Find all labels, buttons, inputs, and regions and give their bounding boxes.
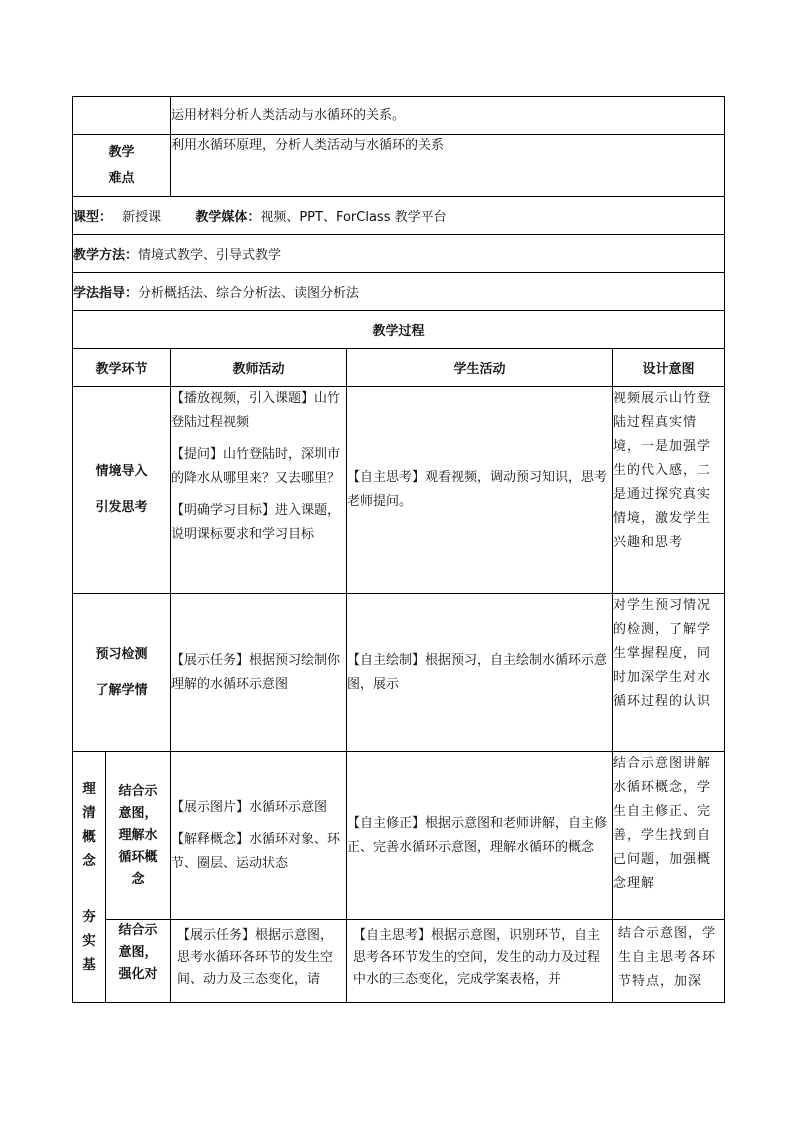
teacher-4-text: 【展示任务】根据示意图，思考水循环各环节的发生空间、动力及三态变化，请: [177, 928, 334, 987]
media-label: 教学媒体：: [195, 210, 261, 225]
intent-cell-2: 对学生预习情况的检测，了解学生掌握程度，同时加深学生对水循环过程的认识: [613, 594, 725, 752]
student-cell-1: [347, 387, 613, 594]
teacher-cell-3: [171, 752, 347, 920]
teaching-method-label: 教学方法：: [73, 248, 139, 263]
stage-2-line-2: 了解学情: [95, 682, 148, 698]
substage-cell-4: [106, 920, 171, 1003]
teacher-1-para-2: 【提问】山竹登陆时，深圳市的降水从哪里来？又去哪里？: [171, 447, 341, 486]
substage-3-line-4: 循环概: [118, 849, 158, 865]
substage-cell-3: [106, 752, 171, 920]
header-student: 学生活动: [347, 349, 613, 387]
teaching-method-row: [73, 235, 725, 273]
process-row-2: [73, 594, 725, 752]
vstage-char-8: 基: [82, 957, 96, 973]
substage-4-clip: [106, 920, 170, 992]
process-title: 教学过程: [73, 311, 725, 349]
substage-3-line-3: 理解水: [118, 827, 158, 843]
vstage-char-6: 夯: [82, 909, 96, 925]
vstage-char-1: 理: [82, 781, 96, 797]
stage-cell-1: [73, 387, 171, 594]
substage-4-line-3: 强化对: [118, 967, 158, 982]
process-row-4: [73, 920, 725, 1003]
vstage-char-7: 实: [82, 933, 96, 949]
teacher-3-para-1: 【展示图片】水循环示意图: [171, 799, 328, 815]
stage-vertical-cell: [73, 752, 106, 1003]
header-stage: 教学环节: [73, 349, 171, 387]
vstage-gap: [73, 873, 105, 905]
teaching-method-cell: [73, 235, 725, 273]
intent-cell-1: 视频展示山竹登陆过程真实情境，一是加强学生的代入感，二是通过探究真实情境，激发学生兴趣和思考: [613, 387, 725, 594]
objective-row: [73, 97, 725, 135]
header-teacher: 教师活动: [171, 349, 347, 387]
vstage-char-2: 清: [82, 805, 96, 821]
objective-label-cell: [73, 97, 171, 135]
learning-method-label: 学法指导：: [73, 286, 139, 301]
student-cell-4: [347, 920, 613, 1003]
substage-3-line-1: 结合示: [118, 783, 158, 799]
process-row-1: [73, 387, 725, 594]
student-1-para-1: 【自主思考】观看视频，调动预习知识，思考老师提问。: [347, 470, 608, 509]
learning-method-cell: [73, 273, 725, 311]
course-type-value: 新授课: [122, 210, 162, 225]
teaching-method-value: 情境式教学、引导式教学: [138, 248, 282, 263]
substage-3-line-2: 意图，: [118, 805, 158, 821]
course-type-row: [73, 197, 725, 235]
teacher-cell-2: [171, 594, 347, 752]
teacher-cell-4: [171, 920, 347, 1003]
intent-4-text: 结合示意图，学生自主思考各环节特点，加深: [618, 926, 717, 989]
process-row-3: [73, 752, 725, 920]
vstage-char-3: 概: [82, 829, 96, 845]
teacher-cell-1: [171, 387, 347, 594]
course-type-label: 课型：: [73, 210, 113, 225]
stage-1-line-1: 情境导入: [95, 464, 148, 479]
student-4-text: 【自主思考】根据示意图，识别环节，自主思考各环节发生的空间，发生的动力及过程中水的三态变化，完成学案表格，并: [353, 928, 601, 987]
difficulty-text: 利用水循环原理，分析人类活动与水循环的关系: [171, 135, 725, 197]
course-info: [73, 197, 725, 235]
media-value: 视频、PPT、ForClass 教学平台: [260, 210, 447, 225]
difficulty-row: [73, 135, 725, 197]
student-cell-2: [347, 594, 613, 752]
vstage-char-4: 念: [82, 853, 96, 869]
objective-text: 运用材料分析人类活动与水循环的关系。: [171, 97, 725, 135]
stage-2-line-1: 预习检测: [95, 646, 148, 662]
student-2-para-1: 【自主绘制】根据预习，自主绘制水循环示意图，展示: [347, 652, 608, 692]
teacher-1-para-1: 【播放视频，引入课题】山竹登陆过程视频: [171, 391, 341, 430]
learning-method-row: [73, 273, 725, 311]
difficulty-label-text: 教学难点: [108, 144, 135, 186]
intent-cell-3: 结合示意图讲解水循环概念，学生自主修正、完善，学生找到自己问题，加强概念理解: [613, 752, 725, 920]
substage-3-line-5: 念: [131, 871, 145, 887]
teacher-3-para-2: 【解释概念】水循环对象、环节、圈层、运动状态: [171, 831, 341, 871]
difficulty-label: [73, 135, 171, 197]
learning-method-value: 分析概括法、综合分析法、读图分析法: [138, 286, 360, 301]
process-title-row: [73, 311, 725, 349]
substage-4-line-1: 结合示: [118, 923, 158, 938]
teacher-2-para-1: 【展示任务】根据预习绘制你理解的水循环示意图: [171, 652, 341, 692]
substage-4-line-2: 意图，: [118, 945, 158, 960]
header-intent: 设计意图: [613, 349, 725, 387]
lesson-plan-table: [72, 96, 725, 1003]
process-header-row: [73, 349, 725, 387]
stage-cell-2: [73, 594, 171, 752]
stage-1-line-2: 引发思考: [95, 500, 148, 515]
student-3-para-1: 【自主修正】根据示意图和老师讲解，自主修正、完善水循环示意图，理解水循环的概念: [347, 815, 608, 855]
intent-cell-4: [613, 920, 725, 1003]
teacher-1-para-3: 【明确学习目标】进入课题，说明课标要求和学习目标: [171, 503, 341, 542]
student-cell-3: [347, 752, 613, 920]
